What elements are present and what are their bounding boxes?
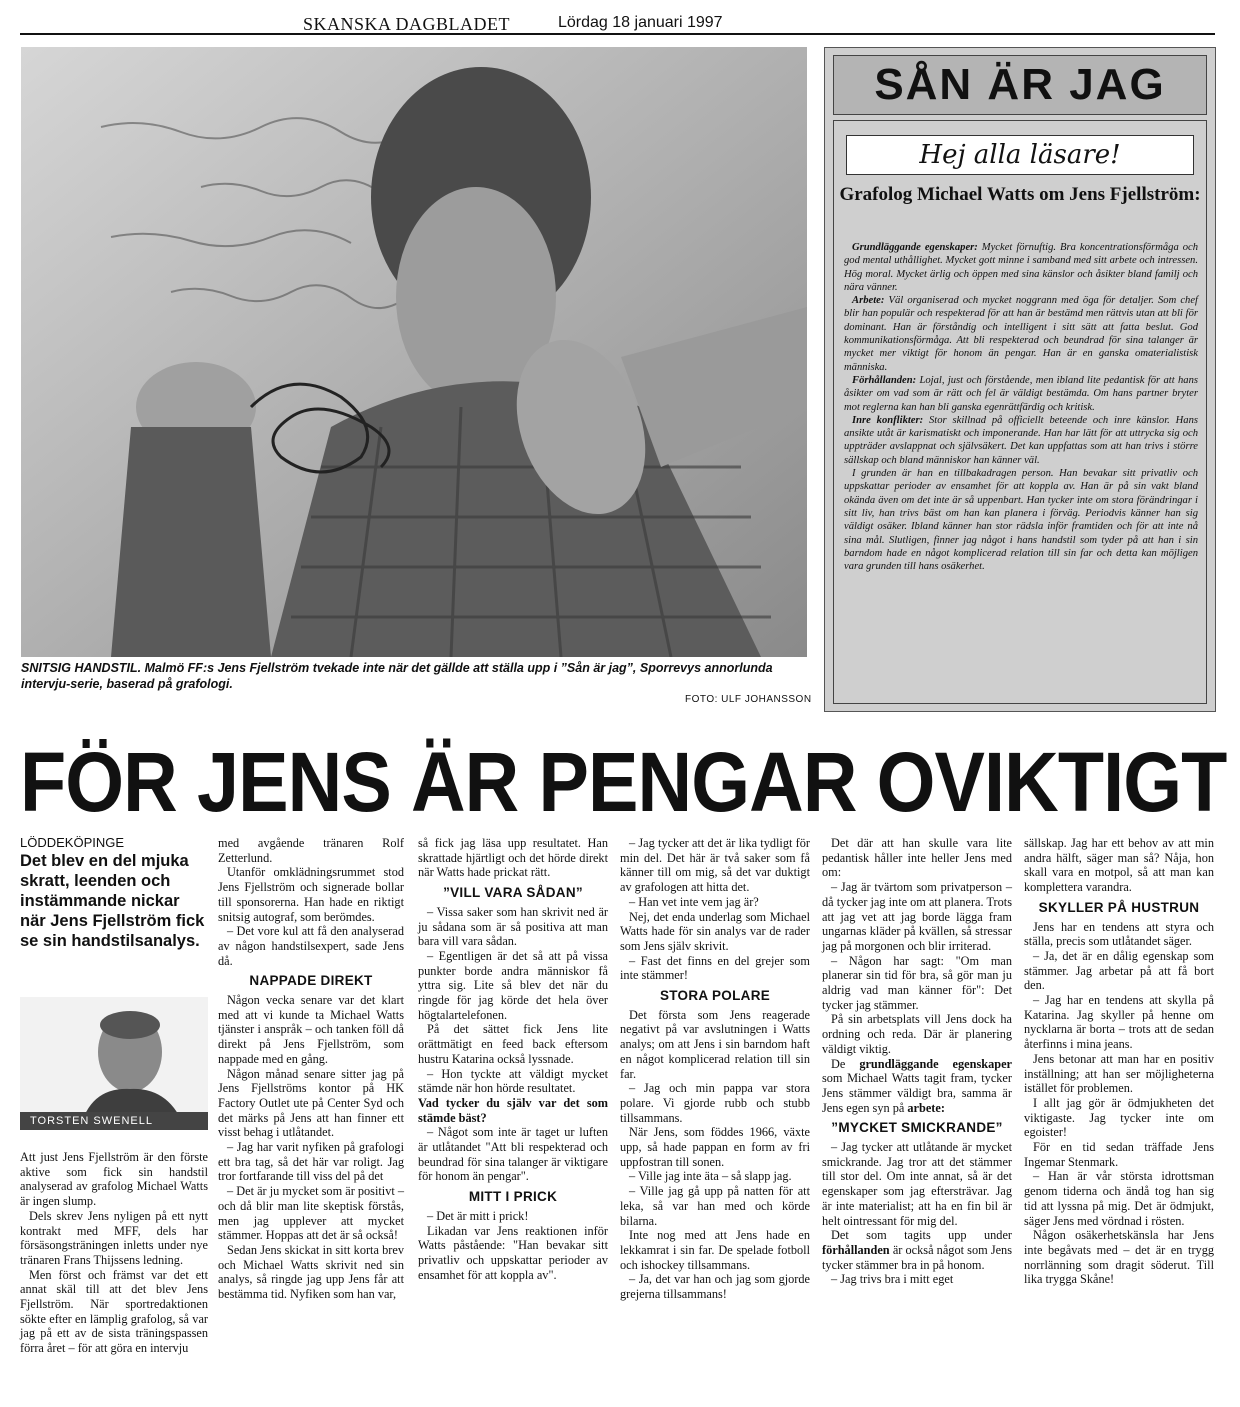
- text-run-bold: förhållanden: [822, 1242, 890, 1257]
- column-6: [1024, 836, 1214, 1287]
- body-paragraph: – Egentligen är det så att på vissa punkter borde andra människor få yttra sig. Lite så blev det när du ringde för jag körde det hela över högtalartelefonen.: [418, 948, 608, 1022]
- body-paragraph: – Jag tycker att utlåtande är mycket smickrande. Jag tror att det stämmer till stor del. Om inte annat, så är det egenskaper som jag eftersträvar. Jag är inte materialist; att ha en fin bil är helt ointressant för mig del.: [822, 1140, 1012, 1228]
- body-paragraph: För en tid sedan träffade Jens Ingemar Stenmark.: [1024, 1140, 1214, 1169]
- san-ar-jag-sidebar: [824, 47, 1216, 712]
- question-text: Vad tycker du själv var det som stämde bäst?: [418, 1095, 608, 1125]
- body-paragraph: – Det vore kul att få den analyserad av någon handstilsexpert, sade Jens då.: [218, 924, 404, 968]
- body-paragraph: – Jag och min pappa var stora polare. Vi gjorde rubb och stubb tillsammans.: [620, 1081, 810, 1125]
- body-paragraph: – Fast det finns en del grejer som inte stämmer!: [620, 953, 810, 983]
- masthead-rule: [20, 33, 1215, 35]
- column-5: [822, 836, 1012, 1287]
- analysis-label: Inre konflikter:: [852, 414, 924, 426]
- issue-date: Lördag 18 januari 1997: [558, 14, 723, 31]
- author-photo: [20, 997, 208, 1129]
- body-paragraph: Någon månad senare sitter jag på Jens Fjellströms kontor på HK Factory Outlet ute på Center Syd och det märks på Jens att han finner ett visst behag i utlåtandet.: [218, 1066, 404, 1140]
- column-1: [20, 836, 208, 951]
- body-paragraph: – Jag trivs bra i mitt eget: [831, 1272, 954, 1287]
- body-paragraph: sällskap. Jag har ett behov av att min andra hälft, säger man så? Nåja, hon skall vara en motpol, så att man kan komplettera varandra.: [1024, 836, 1214, 895]
- body-paragraph: Sedan Jens skickat in sitt korta brev och Michael Watts skrivit ned sin analys, så ringde jag upp Jens får att bestämma tid. Nyfiken som han var,: [218, 1242, 404, 1302]
- body-paragraph: – Hon tyckte att väldigt mycket stämde när hon hörde resultatet.: [418, 1066, 608, 1096]
- column-3: [418, 836, 608, 1282]
- body-paragraph: Jens betonar att man har en positiv inställning; att han ser möjligheterna istället för problemen.: [1024, 1051, 1214, 1096]
- subheading: MITT I PRICK: [468, 1189, 558, 1205]
- body-paragraph: På det sättet fick Jens lite orättmätigt en feed back eftersom hustru Katarina också lyssnade.: [418, 1022, 608, 1066]
- analysis-paragraph: [844, 414, 1198, 467]
- body-paragraph: [822, 1057, 1012, 1116]
- body-paragraph: Nej, det enda underlag som Michael Watts hade för sin analys var de rader som Jens själv skrivit.: [620, 909, 810, 953]
- body-paragraph: Det första som Jens reagerade negativt på var avslutningen i Watts analys; om att Jens i sin barndom haft en något komplicerad relation till sin far.: [620, 1007, 810, 1081]
- analysis-paragraph: [844, 294, 1198, 374]
- analysis-body: Väl organiserad och mycket noggrann med öga för detaljer. Som chef blir han populär och respekterad för att han är bestämd men rättvis utan att bli för dominant. Han är förståndig och intelligent i sitt sätt att fatta beslut. God kommunikationsförmåga. Att bli respekterad och beundrad för sina talanger är mycket mer viktigt för honom än pengar. Han är en ganska omaterialistisk människa.: [844, 295, 1198, 373]
- body-paragraph: så fick jag läsa upp resultatet. Han skrattade hjärtligt och det hörde direkt när Watts hade prickat rätt.: [418, 836, 608, 880]
- subheading: ”VILL VARA SÅDAN”: [443, 885, 583, 901]
- masthead: [20, 12, 1215, 34]
- body-paragraph: Att just Jens Fjellström är den förste aktive som fick sin handstil analyserad av grafolog Michael Watts är ingen slump.: [20, 1150, 208, 1209]
- analysis-label: Arbete:: [852, 295, 885, 307]
- question: [418, 1096, 608, 1125]
- body-paragraph: – Ja, det var han och jag som gjorde grejerna tillsammans!: [620, 1272, 810, 1302]
- handwriting-sample: [846, 135, 1194, 175]
- sidebar-title-box: [833, 55, 1207, 115]
- body-paragraph: [822, 1228, 1012, 1272]
- analysis-body: Stor skillnad på officiellt beteende och inre känslor. Hans ansikte utåt är karismatiskt och imponerande. Han har lätt för att uttrycka sig och uppträder avslappnat och självsäkert. Det kan uppfattas som att han trivs i större sällskap och bland människor han känner väl.: [844, 414, 1199, 466]
- body-paragraph: – Någon har sagt: "Om man planerar sin tid för bra, så gör man ju aldrig vad man känner för": Det tycker jag stämmer.: [822, 953, 1012, 1012]
- analysis-paragraph: [844, 374, 1198, 414]
- body-paragraph: – Jag är tvärtom som privatperson – då tycker jag inte om att planera. Trots att jag vet att jag borde lägga fram ungarnas kläder på kvällen, så stressar jag på morgonen och blir irriterad.: [822, 880, 1012, 953]
- text-run: Det som tagits upp under: [831, 1228, 1012, 1243]
- sidebar-heading: Grafolog Michael Watts om Jens Fjellström:: [839, 184, 1201, 205]
- body-paragraph: – Det är mitt i prick!: [427, 1208, 529, 1223]
- body-paragraph: – Det är ju mycket som är positivt – och då blir man lite skeptisk förstås, men jag upplever att mycket stämmer. Hoppas att det är så också!: [218, 1184, 404, 1243]
- ingress: Det blev en del mjuka skratt, leenden och instämmande nickar när Jens Fjellström fick se sin handstilsanalys.: [20, 851, 205, 950]
- analysis-label: Grundläggande egenskaper:: [852, 242, 978, 253]
- body-paragraph: Men först och främst var det ett annat skäl till att det blev Jens Fjellström. När sportredaktionen sökte efter en lämplig grafolog, så var jag på ett av de sista träningspassen förra året – för att göra en intervju: [20, 1267, 208, 1356]
- author-portrait: [20, 997, 208, 1129]
- body-paragraph: – Jag har en tendens att skylla på Katarina. Jag skyller på henne om nycklarna är borta – trots att de sedan återfinns i mina jeans.: [1024, 993, 1214, 1052]
- body-paragraph: Utanför omklädningsrummet stod Jens Fjellström och signerade bollar till sponsorerna. Han hade en riktigt snitsig autograf, som berömdes.: [218, 865, 404, 924]
- body-paragraph: – Han är vår största idrottsman genom tiderna och ändå tog han sig tid att lyssna på mig. Det är ödmjukt, säger Jens med vördnad i rösten.: [1024, 1169, 1214, 1228]
- body-paragraph: – Något som inte är taget ur luften är utlåtandet "Att bli respekterad och beundrad för sina talanger är viktigare för honom än pengar".: [418, 1125, 608, 1184]
- body-paragraph: När Jens, som föddes 1966, växte upp, så hade pappan en form av fri uppfostran till sonen.: [620, 1125, 810, 1169]
- photo-credit: FOTO: ULF JOHANSSON: [685, 694, 812, 705]
- newspaper-name: SKANSKA DAGBLADET: [303, 14, 511, 34]
- body-paragraph: Dels skrev Jens nyligen på ett nytt kontrakt med MFF, dels har försäsongsträningen inletts under nye tränaren Frans Thijssens ledning.: [20, 1208, 208, 1267]
- analysis-label: Förhållanden:: [852, 374, 917, 386]
- text-run: De: [831, 1056, 860, 1071]
- body-paragraph: Någon osäkerhetskänsla har Jens inte begåvats med – det är en trygg norrlänning som dragit söderut. Till lika trygga Skåne!: [1024, 1228, 1214, 1287]
- sidebar-title: SÅN ÄR JAG: [874, 60, 1166, 109]
- handwriting-text: Hej alla läsare!: [919, 140, 1121, 170]
- column-2: [218, 836, 404, 1302]
- body-paragraph: – Vissa saker som han skrivit ned är ju sådana som är så positiva att man bara vill vara sådan.: [418, 904, 608, 949]
- body-paragraph: Likadan var Jens reaktionen inför Watts påstående: "Han bevakar sitt privatliv och uppskattar perioder av ensamhet för att koppla av".: [418, 1223, 608, 1282]
- analysis-body: Lojal, just och förstående, men ibland lite pedantisk för att hans åsikter om vad som är rätt och fel är väldigt bestämda. Om hans partner bryter mot reglerna kan han bli ganska egenrättfärdig och kritisk.: [844, 374, 1198, 413]
- subheading: STORA POLARE: [659, 988, 771, 1004]
- body-paragraph: – Jag tycker att det är lika tydligt för min del. Det här är två saker som få känner till om mig, så det var duktigt av grafologen att hitta det.: [620, 836, 810, 895]
- text-run-bold: arbete:: [907, 1100, 945, 1115]
- column-4: [620, 836, 810, 1302]
- body-paragraph: Jens har en tendens att styra och ställa, precis som utlåtandet säger.: [1024, 919, 1214, 949]
- analysis-body: I grunden är han en tillbakadragen person. Han bevakar sitt privatliv och uppskattar perioder av ensamhet för att koppla av. Han är på sin vakt bland okända även om det inte är så uppenbart. Han tycker inte om stora förändringar i sitt liv, han trivs bäst om han kan planera i förväg. Periodvis känner han sig väldigt osäker. Ibland känner han stor rädsla inför framtiden och för att inte nå sina mål. Slutligen, finner jag något i hans handstil som tyder på att han i sin barndom hade en något komplicerad relation till sin far och detta kan möjligen vara grunden till hans osäkerhet.: [844, 468, 1198, 573]
- body-paragraph: Någon vecka senare var det klart med att vi kunde ta Michael Watts tjänster i anspråk – och tanken föll då direkt på Jens Fjellström, som nappade med en gång.: [218, 993, 404, 1066]
- headline: FÖR JENS ÄR PENGAR OVIKTIGT: [20, 735, 1227, 829]
- body-paragraph: Inte nog med att Jens hade en lekkamrat i sin far. De spelade fotboll och ishockey tillsammans.: [620, 1228, 810, 1272]
- sidebar-inner: [833, 120, 1207, 704]
- main-photo: [21, 47, 807, 657]
- byline: TORSTEN SWENELL: [20, 1112, 208, 1130]
- body-paragraph: – Ja, det är en dålig egenskap som stämmer. Jag arbetar på att få bort den.: [1024, 948, 1214, 993]
- dateline: LÖDDEKÖPINGE: [20, 835, 125, 850]
- body-paragraph: – Jag har varit nyfiken på grafologi ett bra tag, så det här var roligt. Jag tror fortfarande till viss del på det: [218, 1140, 404, 1184]
- column-1-body: [20, 1150, 208, 1356]
- text-run: är också något som Jens tycker stämmer bra in på honom.: [822, 1242, 1012, 1272]
- text-run-bold: grundläggande egenskaper: [859, 1056, 1012, 1071]
- body-paragraph: – Han vet inte vem jag är?: [629, 894, 759, 909]
- analysis-body: Mycket förnuftig. Bra koncentrationsförmåga och god mental uthållighet. Mycket gott minne i samband med sitt arbete och intressen. Hög moral. Mycket ärlig och öppen med sina känslor och åsikter bland familj och nära vänner.: [844, 242, 1199, 293]
- photo-caption: SNITSIG HANDSTIL. Malmö FF:s Jens Fjellström tvekade inte när det gällde att ställa upp i ”Sån är jag”, Sporrevys annorlunda intervju-serie, baserad på grafologi.: [21, 661, 773, 691]
- body-paragraph: Det där att han skulle vara lite pedantisk håller inte heller Jens med om:: [822, 836, 1012, 880]
- analysis-text: [844, 241, 1198, 573]
- subheading: ”MYCKET SMICKRANDE”: [831, 1120, 1003, 1136]
- subheading: NAPPADE DIREKT: [249, 973, 373, 989]
- body-paragraph: – Ville jag inte äta – så slapp jag.: [629, 1169, 792, 1184]
- text-run: som Michael Watts tagit fram, tycker Jens stämmer väldigt bra, samma är Jens egen syn på: [822, 1071, 1012, 1115]
- body-paragraph: – Ville jag gå upp på natten för att leka, så var han med och körde bilarna.: [620, 1184, 810, 1228]
- subheading: SKYLLER PÅ HUSTRUN: [1038, 899, 1200, 915]
- body-paragraph: I allt jag gör är ödmjukheten det viktigaste. Jag tycker inte om egoister!: [1024, 1095, 1214, 1140]
- analysis-paragraph: [844, 241, 1198, 294]
- analysis-paragraph: [844, 467, 1198, 573]
- body-paragraph: med avgående tränaren Rolf Zetterlund.: [218, 836, 404, 865]
- player-writing-photo: [21, 47, 807, 657]
- body-paragraph: På sin arbetsplats vill Jens dock ha ordning och reda. Där är planering väldigt viktig.: [822, 1012, 1012, 1056]
